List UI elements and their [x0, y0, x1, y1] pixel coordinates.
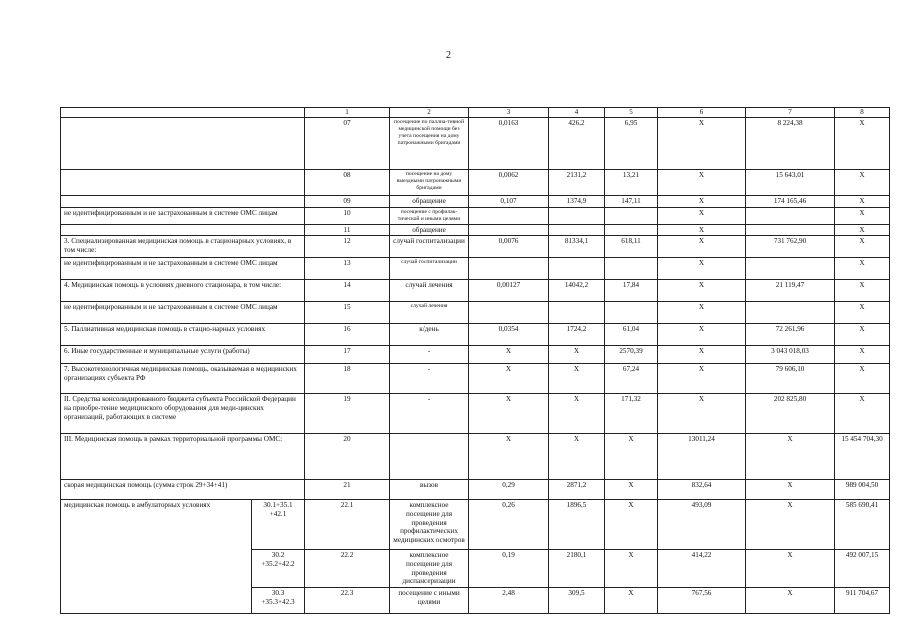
cell-col5: 6,95	[605, 118, 658, 170]
cell-col5: X	[605, 588, 658, 614]
cell-col7	[746, 258, 835, 280]
row-unit: случай лечения	[390, 280, 469, 302]
cell-col6: 414,22	[658, 550, 746, 588]
cell-col6: X	[658, 207, 746, 224]
row-unit: -	[390, 364, 469, 394]
header-cell-6: 6	[658, 108, 746, 118]
cell-col5: X	[605, 434, 658, 480]
cell-col3: X	[469, 394, 549, 434]
row-description: скорая медицинская помощь (сумма строк 29+34+41)	[61, 480, 305, 500]
cell-col6: X	[658, 236, 746, 258]
cell-col3: 0,0062	[469, 170, 549, 196]
row-reference: 30.1+35.1 +42.1	[252, 500, 305, 550]
cell-col3: 0,0076	[469, 236, 549, 258]
row-description	[61, 224, 305, 236]
row-number: 22.3	[305, 588, 390, 614]
cell-col4: X	[549, 364, 605, 394]
cell-col6: X	[658, 280, 746, 302]
cell-col4: X	[549, 434, 605, 480]
row-number: 14	[305, 280, 390, 302]
table-row	[61, 394, 890, 434]
row-number: 11	[305, 224, 390, 236]
cell-col6: X	[658, 394, 746, 434]
cell-col8: X	[835, 280, 890, 302]
cell-col5	[605, 258, 658, 280]
row-description: II. Средства консолидированного бюджета субъекта Российской Федерации на приобре-тение медицинского оборудования для меди-цинских организаций, работающих в системе	[61, 394, 305, 434]
header-row	[61, 108, 890, 118]
table-row	[61, 480, 890, 500]
header-cell-1: 1	[305, 108, 390, 118]
row-description: 4. Медицинская помощь в условиях дневного стационара, в том числе:	[61, 280, 305, 302]
row-description: 3. Специализированная медицинская помощь в стационарных условиях, в том числе:	[61, 236, 305, 258]
cell-col3: X	[469, 346, 549, 364]
cell-col8: X	[835, 364, 890, 394]
cell-col7	[746, 224, 835, 236]
cell-col8: X	[835, 236, 890, 258]
cell-col4: 426,2	[549, 118, 605, 170]
cell-col8: X	[835, 170, 890, 196]
cell-col8: X	[835, 196, 890, 208]
table-row	[61, 500, 890, 550]
cell-col7: X	[746, 480, 835, 500]
table-row	[61, 224, 890, 236]
table-row	[61, 207, 890, 224]
cell-col7: 21 119,47	[746, 280, 835, 302]
cell-col3	[469, 258, 549, 280]
cell-col6: X	[658, 224, 746, 236]
cell-col6: X	[658, 302, 746, 324]
table-row	[61, 170, 890, 196]
cell-col6: X	[658, 118, 746, 170]
cell-col6: 493,09	[658, 500, 746, 550]
row-description	[61, 170, 305, 196]
row-description: 5. Паллиативная медицинская помощь в стацио-нарных условиях	[61, 324, 305, 346]
cell-col3: 0,0163	[469, 118, 549, 170]
cell-col5	[605, 207, 658, 224]
cell-col7	[746, 302, 835, 324]
cell-col8: 492 007,15	[835, 550, 890, 588]
cell-col8: 585 690,41	[835, 500, 890, 550]
row-unit: посещение с иными целями	[390, 588, 469, 614]
cell-col7: 3 043 018,03	[746, 346, 835, 364]
cell-col7: 15 643,01	[746, 170, 835, 196]
row-description	[61, 118, 305, 170]
row-number: 17	[305, 346, 390, 364]
row-number: 12	[305, 236, 390, 258]
row-number: 15	[305, 302, 390, 324]
row-unit: случай лечения	[390, 302, 469, 324]
cell-col8: X	[835, 118, 890, 170]
cell-col7: 72 261,96	[746, 324, 835, 346]
cell-col5: 2570,39	[605, 346, 658, 364]
row-description: 6. Иные государственные и муниципальные услуги (работы)	[61, 346, 305, 364]
header-cell-4: 4	[549, 108, 605, 118]
cell-col7: 202 825,80	[746, 394, 835, 434]
row-number: 13	[305, 258, 390, 280]
cell-col3	[469, 302, 549, 324]
cell-col8: 989 004,50	[835, 480, 890, 500]
cell-col4: X	[549, 394, 605, 434]
cell-col3: 0,107	[469, 196, 549, 208]
cell-col4: 2180,1	[549, 550, 605, 588]
row-reference: 30.2 +35.2+42.2	[252, 550, 305, 588]
cell-col8: X	[835, 258, 890, 280]
cell-col8: X	[835, 224, 890, 236]
cell-col5: 171,32	[605, 394, 658, 434]
cell-col5: X	[605, 480, 658, 500]
financing-table	[60, 107, 890, 614]
cell-col5: 618,11	[605, 236, 658, 258]
cell-col4: 2131,2	[549, 170, 605, 196]
page-number: 2	[446, 50, 451, 61]
header-cell-description	[61, 108, 305, 118]
cell-col3: 0,00127	[469, 280, 549, 302]
cell-col4: 2871,2	[549, 480, 605, 500]
cell-col4: X	[549, 346, 605, 364]
row-number: 09	[305, 196, 390, 208]
cell-col7: X	[746, 500, 835, 550]
cell-col7: 731 762,90	[746, 236, 835, 258]
cell-col7: X	[746, 550, 835, 588]
cell-col8: 15 454 704,30	[835, 434, 890, 480]
cell-col5: 61,04	[605, 324, 658, 346]
cell-col8: X	[835, 302, 890, 324]
cell-col8: 911 704,67	[835, 588, 890, 614]
row-unit: вызов	[390, 480, 469, 500]
header-cell-3: 3	[469, 108, 549, 118]
header-cell-7: 7	[746, 108, 835, 118]
row-number: 10	[305, 207, 390, 224]
table-row	[61, 324, 890, 346]
cell-col5: X	[605, 550, 658, 588]
row-number: 16	[305, 324, 390, 346]
row-unit: комплексное посещение для проведения профилактических медицинских осмотров	[390, 500, 469, 550]
cell-col3	[469, 224, 549, 236]
cell-col7	[746, 207, 835, 224]
row-unit: обращение	[390, 224, 469, 236]
row-unit	[390, 434, 469, 480]
table-row	[61, 236, 890, 258]
row-description: 7. Высокотехнологичная медицинская помощь, оказываемая в медицинских организациях субъекта РФ	[61, 364, 305, 394]
cell-col4: 309,5	[549, 588, 605, 614]
row-unit: посещение с профилак-тической и иными целями	[390, 207, 469, 224]
table-row	[61, 434, 890, 480]
cell-col6: X	[658, 196, 746, 208]
row-unit: -	[390, 394, 469, 434]
cell-col3: 2,48	[469, 588, 549, 614]
cell-col4: 1374,9	[549, 196, 605, 208]
cell-col3: 0,0354	[469, 324, 549, 346]
cell-col4	[549, 224, 605, 236]
cell-col5: 147,11	[605, 196, 658, 208]
cell-col6: X	[658, 170, 746, 196]
cell-col3: X	[469, 434, 549, 480]
row-unit: случай госпитализации	[390, 236, 469, 258]
table-row	[61, 346, 890, 364]
header-cell-5: 5	[605, 108, 658, 118]
cell-col7: 174 165,46	[746, 196, 835, 208]
cell-col3	[469, 207, 549, 224]
cell-col3: 0,26	[469, 500, 549, 550]
cell-col7: X	[746, 434, 835, 480]
row-number: 08	[305, 170, 390, 196]
cell-col4: 81334,1	[549, 236, 605, 258]
cell-col7: X	[746, 588, 835, 614]
cell-col4	[549, 207, 605, 224]
row-number: 19	[305, 394, 390, 434]
row-unit: -	[390, 346, 469, 364]
row-number: 20	[305, 434, 390, 480]
row-description: не идентифицированным и не застрахованным в системе ОМС лицам	[61, 302, 305, 324]
cell-col6: X	[658, 346, 746, 364]
row-unit: посещение на дому выездными патронажными бригадами	[390, 170, 469, 196]
cell-col8: X	[835, 346, 890, 364]
row-number: 18	[305, 364, 390, 394]
table-row	[61, 258, 890, 280]
cell-col6: 13011,24	[658, 434, 746, 480]
cell-col8: X	[835, 394, 890, 434]
table-row	[61, 302, 890, 324]
row-description: не идентифицированным и не застрахованным в системе ОМС лицам	[61, 258, 305, 280]
table-row	[61, 196, 890, 208]
cell-col4: 14042,2	[549, 280, 605, 302]
cell-col6: X	[658, 324, 746, 346]
row-unit: посещение по паллиа-тивной медицинской помощи без учета посещения на дому патронажными бригадами	[390, 118, 469, 170]
cell-col4: 1724,2	[549, 324, 605, 346]
row-unit: обращение	[390, 196, 469, 208]
cell-col7: 79 606,10	[746, 364, 835, 394]
cell-col3: X	[469, 364, 549, 394]
header-cell-2: 2	[390, 108, 469, 118]
row-reference: 30.3 +35.3+42.3	[252, 588, 305, 614]
table-row	[61, 364, 890, 394]
cell-col5: X	[605, 500, 658, 550]
cell-col5: 17,84	[605, 280, 658, 302]
header-cell-8: 8	[835, 108, 890, 118]
row-number: 21	[305, 480, 390, 500]
table-row	[61, 118, 890, 170]
row-description: не идентифицированным и не застрахованным в системе ОМС лицам	[61, 207, 305, 224]
cell-col6: X	[658, 364, 746, 394]
row-unit: случай госпитализации	[390, 258, 469, 280]
ambulatory-label: медицинская помощь в амбулаторных условиях	[61, 500, 252, 614]
cell-col5	[605, 302, 658, 324]
cell-col6: 832,64	[658, 480, 746, 500]
cell-col6: X	[658, 258, 746, 280]
cell-col6: 767,56	[658, 588, 746, 614]
cell-col5	[605, 224, 658, 236]
cell-col8: X	[835, 207, 890, 224]
cell-col4: 1896,5	[549, 500, 605, 550]
cell-col7: 8 224,38	[746, 118, 835, 170]
table-row	[61, 280, 890, 302]
row-unit: к/день	[390, 324, 469, 346]
row-description: III. Медицинская помощь в рамках территориальной программы ОМС:	[61, 434, 305, 480]
cell-col5: 13,21	[605, 170, 658, 196]
cell-col4	[549, 302, 605, 324]
cell-col5: 67,24	[605, 364, 658, 394]
row-number: 22.1	[305, 500, 390, 550]
row-number: 22.2	[305, 550, 390, 588]
cell-col3: 0,19	[469, 550, 549, 588]
cell-col4	[549, 258, 605, 280]
cell-col8: X	[835, 324, 890, 346]
row-number: 07	[305, 118, 390, 170]
row-description	[61, 196, 305, 208]
cell-col3: 0,29	[469, 480, 549, 500]
row-unit: комплексное посещение для проведения диспансеризации	[390, 550, 469, 588]
